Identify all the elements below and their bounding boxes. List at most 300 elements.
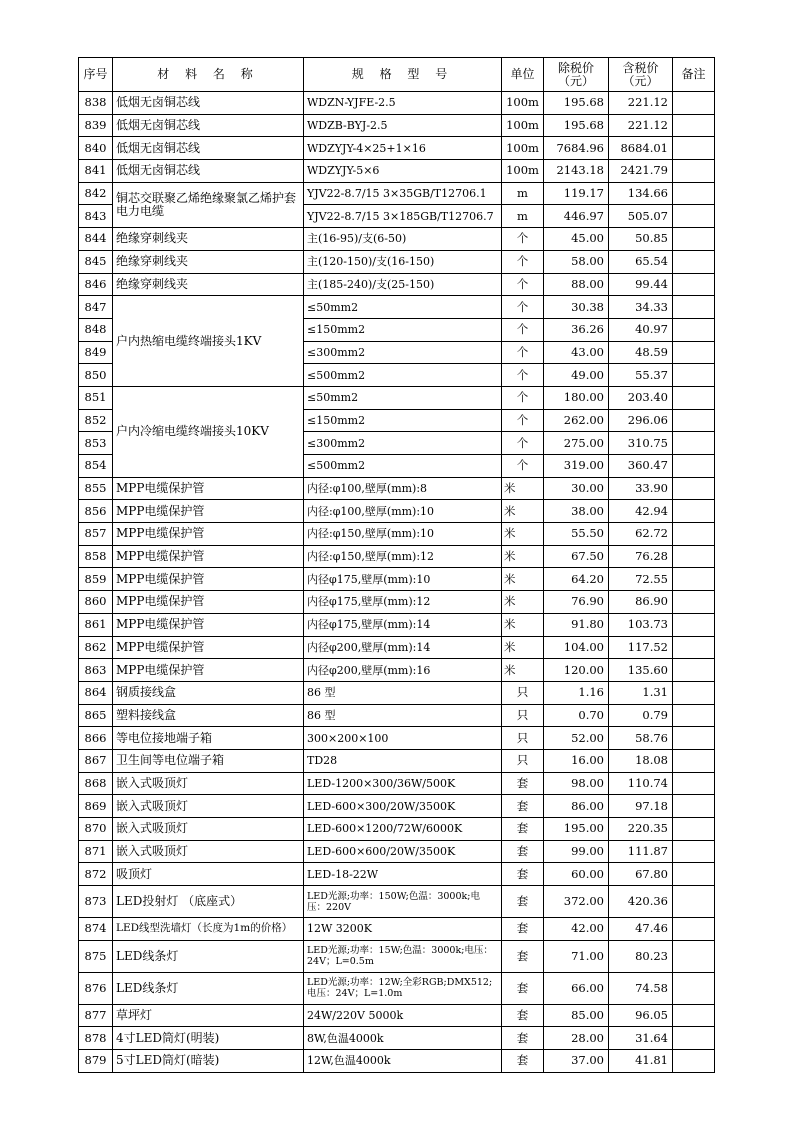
spec-model: LED光源;功率：150W;色温：3000k;电压：220V xyxy=(304,886,502,918)
remark xyxy=(673,886,715,918)
spec-model: 12W 3200K xyxy=(304,918,502,941)
price-in-tax: 310.75 xyxy=(609,432,673,455)
header-name: 材 料 名 称 xyxy=(113,58,304,92)
unit: 米 xyxy=(502,477,544,500)
material-name: 等电位接地端子箱 xyxy=(113,727,304,750)
remark xyxy=(673,918,715,941)
price-ex-tax: 195.68 xyxy=(544,92,609,115)
price-ex-tax: 446.97 xyxy=(544,205,609,228)
table-row xyxy=(79,182,715,205)
price-in-tax: 111.87 xyxy=(609,840,673,863)
remark xyxy=(673,205,715,228)
remark xyxy=(673,613,715,636)
unit: 套 xyxy=(502,863,544,886)
table-row xyxy=(79,1004,715,1027)
row-number: 877 xyxy=(79,1004,113,1027)
price-in-tax: 80.23 xyxy=(609,940,673,972)
spec-model: 内径φ175,壁厚(mm):12 xyxy=(304,591,502,614)
table-row xyxy=(79,863,715,886)
material-name: MPP电缆保护管 xyxy=(113,545,304,568)
price-table xyxy=(78,57,715,1073)
unit: 套 xyxy=(502,918,544,941)
material-name: MPP电缆保护管 xyxy=(113,591,304,614)
remark xyxy=(673,364,715,387)
row-number: 851 xyxy=(79,386,113,409)
unit: 个 xyxy=(502,250,544,273)
price-in-tax: 134.66 xyxy=(609,182,673,205)
table-row xyxy=(79,477,715,500)
price-ex-tax: 195.00 xyxy=(544,818,609,841)
material-name: MPP电缆保护管 xyxy=(113,500,304,523)
spec-model: 内径:φ150,壁厚(mm):12 xyxy=(304,545,502,568)
material-name: 卫生间等电位端子箱 xyxy=(113,749,304,772)
header-price-ex-tax xyxy=(544,58,609,92)
unit: 只 xyxy=(502,681,544,704)
price-in-tax: 72.55 xyxy=(609,568,673,591)
remark xyxy=(673,1027,715,1050)
price-in-tax: 40.97 xyxy=(609,318,673,341)
row-number: 843 xyxy=(79,205,113,228)
spec-model: ≤150mm2 xyxy=(304,318,502,341)
price-ex-tax: 0.70 xyxy=(544,704,609,727)
spec-model: 主(16-95)/支(6-50) xyxy=(304,228,502,251)
material-name: 吸顶灯 xyxy=(113,863,304,886)
table-row xyxy=(79,840,715,863)
row-number: 842 xyxy=(79,182,113,205)
row-number: 856 xyxy=(79,500,113,523)
material-name: 户内冷缩电缆终端接头10KV xyxy=(113,386,304,477)
remark xyxy=(673,409,715,432)
material-name: 塑料接线盒 xyxy=(113,704,304,727)
remark xyxy=(673,1050,715,1073)
table-row xyxy=(79,749,715,772)
spec-model: LED-1200×300/36W/500K xyxy=(304,772,502,795)
price-ex-tax: 28.00 xyxy=(544,1027,609,1050)
spec-model: ≤150mm2 xyxy=(304,409,502,432)
spec-model: ≤500mm2 xyxy=(304,455,502,478)
material-name: 低烟无卤铜芯线 xyxy=(113,92,304,115)
row-number: 857 xyxy=(79,523,113,546)
remark xyxy=(673,182,715,205)
price-ex-tax: 38.00 xyxy=(544,500,609,523)
unit: 只 xyxy=(502,704,544,727)
spec-model: 内径φ200,壁厚(mm):16 xyxy=(304,659,502,682)
material-name: 嵌入式吸顶灯 xyxy=(113,840,304,863)
remark xyxy=(673,92,715,115)
material-name: MPP电缆保护管 xyxy=(113,523,304,546)
table-row xyxy=(79,386,715,409)
price-in-tax: 31.64 xyxy=(609,1027,673,1050)
remark xyxy=(673,863,715,886)
material-name: 4寸LED筒灯(明装) xyxy=(113,1027,304,1050)
price-ex-tax: 85.00 xyxy=(544,1004,609,1027)
row-number: 862 xyxy=(79,636,113,659)
spec-model: ≤50mm2 xyxy=(304,296,502,319)
table-row xyxy=(79,160,715,183)
spec-model: LED光源;功率：12W;全彩RGB;DMX512;电压：24V；L=1.0m xyxy=(304,972,502,1004)
unit: 套 xyxy=(502,795,544,818)
row-number: 866 xyxy=(79,727,113,750)
unit: 个 xyxy=(502,273,544,296)
price-ex-tax: 104.00 xyxy=(544,636,609,659)
remark xyxy=(673,1004,715,1027)
material-name: MPP电缆保护管 xyxy=(113,568,304,591)
remark xyxy=(673,250,715,273)
material-name: MPP电缆保护管 xyxy=(113,613,304,636)
price-in-tax: 65.54 xyxy=(609,250,673,273)
material-name: 嵌入式吸顶灯 xyxy=(113,772,304,795)
price-in-tax: 55.37 xyxy=(609,364,673,387)
unit: 套 xyxy=(502,886,544,918)
table-row xyxy=(79,818,715,841)
price-in-tax: 103.73 xyxy=(609,613,673,636)
price-ex-tax: 275.00 xyxy=(544,432,609,455)
unit: 米 xyxy=(502,636,544,659)
remark xyxy=(673,940,715,972)
price-ex-tax: 30.00 xyxy=(544,477,609,500)
table-row xyxy=(79,228,715,251)
unit: 100m xyxy=(502,160,544,183)
price-ex-tax: 71.00 xyxy=(544,940,609,972)
material-name: 低烟无卤铜芯线 xyxy=(113,114,304,137)
price-in-tax: 221.12 xyxy=(609,92,673,115)
table-row xyxy=(79,92,715,115)
material-name: MPP电缆保护管 xyxy=(113,636,304,659)
unit: 只 xyxy=(502,727,544,750)
spec-model: WDZYJY-5×6 xyxy=(304,160,502,183)
price-in-tax: 76.28 xyxy=(609,545,673,568)
remark xyxy=(673,749,715,772)
row-number: 858 xyxy=(79,545,113,568)
header-remark: 备注 xyxy=(673,58,715,92)
unit: 个 xyxy=(502,341,544,364)
unit: 个 xyxy=(502,364,544,387)
spec-model: 24W/220V 5000k xyxy=(304,1004,502,1027)
material-name: LED线条灯 xyxy=(113,940,304,972)
remark xyxy=(673,681,715,704)
material-name: 铜芯交联聚乙烯绝缘聚氯乙烯护套电力电缆 xyxy=(113,182,304,227)
header-price-in-tax-unit: （元） xyxy=(622,73,659,88)
unit: 套 xyxy=(502,1004,544,1027)
price-in-tax: 110.74 xyxy=(609,772,673,795)
material-name: 草坪灯 xyxy=(113,1004,304,1027)
table-row xyxy=(79,681,715,704)
remark xyxy=(673,972,715,1004)
spec-model: LED-600×300/20W/3500K xyxy=(304,795,502,818)
row-number: 847 xyxy=(79,296,113,319)
row-number: 876 xyxy=(79,972,113,1004)
row-number: 879 xyxy=(79,1050,113,1073)
unit: 套 xyxy=(502,1050,544,1073)
unit: 米 xyxy=(502,523,544,546)
remark xyxy=(673,591,715,614)
remark xyxy=(673,840,715,863)
price-ex-tax: 76.90 xyxy=(544,591,609,614)
unit: 个 xyxy=(502,409,544,432)
row-number: 852 xyxy=(79,409,113,432)
price-in-tax: 34.33 xyxy=(609,296,673,319)
price-ex-tax: 88.00 xyxy=(544,273,609,296)
remark xyxy=(673,818,715,841)
remark xyxy=(673,568,715,591)
row-number: 874 xyxy=(79,918,113,941)
price-in-tax: 505.07 xyxy=(609,205,673,228)
unit: 100m xyxy=(502,137,544,160)
unit: 个 xyxy=(502,432,544,455)
unit: 个 xyxy=(502,296,544,319)
remark xyxy=(673,500,715,523)
spec-model: 内径φ175,壁厚(mm):14 xyxy=(304,613,502,636)
price-ex-tax: 60.00 xyxy=(544,863,609,886)
price-in-tax: 117.52 xyxy=(609,636,673,659)
unit: 米 xyxy=(502,591,544,614)
material-name: 5寸LED筒灯(暗装) xyxy=(113,1050,304,1073)
price-ex-tax: 120.00 xyxy=(544,659,609,682)
price-ex-tax: 42.00 xyxy=(544,918,609,941)
spec-model: LED-600×600/20W/3500K xyxy=(304,840,502,863)
header-price-in-tax xyxy=(609,58,673,92)
row-number: 861 xyxy=(79,613,113,636)
unit: 个 xyxy=(502,318,544,341)
unit: 米 xyxy=(502,659,544,682)
spec-model: WDZYJY-4×25+1×16 xyxy=(304,137,502,160)
table-row xyxy=(79,500,715,523)
header-price-in-tax-label: 含税价 xyxy=(622,60,659,75)
table-row xyxy=(79,918,715,941)
spec-model: 300×200×100 xyxy=(304,727,502,750)
spec-model: 内径:φ100,壁厚(mm):8 xyxy=(304,477,502,500)
table-row xyxy=(79,568,715,591)
material-name: 低烟无卤铜芯线 xyxy=(113,160,304,183)
remark xyxy=(673,318,715,341)
unit: 个 xyxy=(502,455,544,478)
price-in-tax: 86.90 xyxy=(609,591,673,614)
row-number: 854 xyxy=(79,455,113,478)
header-spec: 规 格 型 号 xyxy=(304,58,502,92)
material-name: 绝缘穿刺线夹 xyxy=(113,273,304,296)
row-number: 860 xyxy=(79,591,113,614)
unit: 米 xyxy=(502,545,544,568)
price-in-tax: 99.44 xyxy=(609,273,673,296)
material-name: MPP电缆保护管 xyxy=(113,477,304,500)
spec-model: 主(120-150)/支(16-150) xyxy=(304,250,502,273)
remark xyxy=(673,432,715,455)
remark xyxy=(673,137,715,160)
unit: 套 xyxy=(502,1027,544,1050)
spec-model: 86 型 xyxy=(304,681,502,704)
table-row xyxy=(79,296,715,319)
row-number: 855 xyxy=(79,477,113,500)
price-ex-tax: 86.00 xyxy=(544,795,609,818)
row-number: 875 xyxy=(79,940,113,972)
price-in-tax: 221.12 xyxy=(609,114,673,137)
price-in-tax: 1.31 xyxy=(609,681,673,704)
row-number: 848 xyxy=(79,318,113,341)
table-row xyxy=(79,727,715,750)
unit: 套 xyxy=(502,840,544,863)
spec-model: 86 型 xyxy=(304,704,502,727)
material-name: 钢质接线盒 xyxy=(113,681,304,704)
row-number: 849 xyxy=(79,341,113,364)
price-in-tax: 420.36 xyxy=(609,886,673,918)
price-ex-tax: 45.00 xyxy=(544,228,609,251)
price-ex-tax: 36.26 xyxy=(544,318,609,341)
row-number: 867 xyxy=(79,749,113,772)
remark xyxy=(673,386,715,409)
unit: 个 xyxy=(502,228,544,251)
price-ex-tax: 262.00 xyxy=(544,409,609,432)
price-ex-tax: 319.00 xyxy=(544,455,609,478)
table-row xyxy=(79,659,715,682)
header-unit: 单位 xyxy=(502,58,544,92)
row-number: 871 xyxy=(79,840,113,863)
spec-model: ≤50mm2 xyxy=(304,386,502,409)
table-row xyxy=(79,972,715,1004)
price-ex-tax: 372.00 xyxy=(544,886,609,918)
remark xyxy=(673,704,715,727)
row-number: 839 xyxy=(79,114,113,137)
price-ex-tax: 2143.18 xyxy=(544,160,609,183)
price-ex-tax: 195.68 xyxy=(544,114,609,137)
unit: 只 xyxy=(502,749,544,772)
spec-model: WDZB-BYJ-2.5 xyxy=(304,114,502,137)
row-number: 850 xyxy=(79,364,113,387)
material-name: 嵌入式吸顶灯 xyxy=(113,795,304,818)
row-number: 859 xyxy=(79,568,113,591)
price-ex-tax: 16.00 xyxy=(544,749,609,772)
table-header-row xyxy=(79,58,715,92)
table-row xyxy=(79,636,715,659)
row-number: 838 xyxy=(79,92,113,115)
price-ex-tax: 119.17 xyxy=(544,182,609,205)
price-ex-tax: 1.16 xyxy=(544,681,609,704)
unit: 100m xyxy=(502,92,544,115)
spec-model: 主(185-240)/支(25-150) xyxy=(304,273,502,296)
price-ex-tax: 99.00 xyxy=(544,840,609,863)
material-name: 低烟无卤铜芯线 xyxy=(113,137,304,160)
price-ex-tax: 91.80 xyxy=(544,613,609,636)
price-ex-tax: 64.20 xyxy=(544,568,609,591)
row-number: 841 xyxy=(79,160,113,183)
row-number: 873 xyxy=(79,886,113,918)
price-ex-tax: 66.00 xyxy=(544,972,609,1004)
unit: 套 xyxy=(502,972,544,1004)
material-name: LED投射灯 （底座式） xyxy=(113,886,304,918)
table-row xyxy=(79,137,715,160)
material-name: 户内热缩电缆终端接头1KV xyxy=(113,296,304,387)
price-in-tax: 8684.01 xyxy=(609,137,673,160)
price-in-tax: 48.59 xyxy=(609,341,673,364)
unit: 套 xyxy=(502,772,544,795)
remark xyxy=(673,727,715,750)
price-in-tax: 74.58 xyxy=(609,972,673,1004)
spec-model: ≤300mm2 xyxy=(304,341,502,364)
row-number: 840 xyxy=(79,137,113,160)
remark xyxy=(673,636,715,659)
unit: 米 xyxy=(502,568,544,591)
price-in-tax: 62.72 xyxy=(609,523,673,546)
remark xyxy=(673,545,715,568)
spec-model: WDZN-YJFE-2.5 xyxy=(304,92,502,115)
spec-model: YJV22-8.7/15 3×185GB/T12706.7 xyxy=(304,205,502,228)
table-row xyxy=(79,613,715,636)
spec-model: 8W,色温4000k xyxy=(304,1027,502,1050)
price-in-tax: 41.81 xyxy=(609,1050,673,1073)
material-name: 嵌入式吸顶灯 xyxy=(113,818,304,841)
price-ex-tax: 43.00 xyxy=(544,341,609,364)
unit: 套 xyxy=(502,940,544,972)
row-number: 869 xyxy=(79,795,113,818)
price-ex-tax: 37.00 xyxy=(544,1050,609,1073)
price-in-tax: 97.18 xyxy=(609,795,673,818)
row-number: 878 xyxy=(79,1027,113,1050)
unit: 100m xyxy=(502,114,544,137)
table-row xyxy=(79,250,715,273)
header-price-ex-tax-unit: （元） xyxy=(557,73,594,88)
remark xyxy=(673,455,715,478)
material-name: 绝缘穿刺线夹 xyxy=(113,250,304,273)
material-name: MPP电缆保护管 xyxy=(113,659,304,682)
table-row xyxy=(79,545,715,568)
header-price-ex-tax-label: 除税价 xyxy=(557,60,594,75)
price-in-tax: 18.08 xyxy=(609,749,673,772)
unit: 米 xyxy=(502,613,544,636)
table-row xyxy=(79,1027,715,1050)
spec-model: LED-18-22W xyxy=(304,863,502,886)
price-ex-tax: 55.50 xyxy=(544,523,609,546)
table-row xyxy=(79,591,715,614)
row-number: 863 xyxy=(79,659,113,682)
remark xyxy=(673,795,715,818)
spec-model: 12W,色温4000k xyxy=(304,1050,502,1073)
price-in-tax: 220.35 xyxy=(609,818,673,841)
price-in-tax: 50.85 xyxy=(609,228,673,251)
table-row xyxy=(79,886,715,918)
price-in-tax: 67.80 xyxy=(609,863,673,886)
row-number: 845 xyxy=(79,250,113,273)
spec-model: TD28 xyxy=(304,749,502,772)
price-in-tax: 360.47 xyxy=(609,455,673,478)
spec-model: ≤300mm2 xyxy=(304,432,502,455)
price-in-tax: 296.06 xyxy=(609,409,673,432)
spec-model: LED光源;功率：15W;色温：3000k;电压：24V；L=0.5m xyxy=(304,940,502,972)
row-number: 868 xyxy=(79,772,113,795)
material-name: 绝缘穿刺线夹 xyxy=(113,228,304,251)
table-row xyxy=(79,940,715,972)
remark xyxy=(673,296,715,319)
price-ex-tax: 7684.96 xyxy=(544,137,609,160)
remark xyxy=(673,160,715,183)
spec-model: 内径φ175,壁厚(mm):10 xyxy=(304,568,502,591)
spec-model: YJV22-8.7/15 3×35GB/T12706.1 xyxy=(304,182,502,205)
unit: 个 xyxy=(502,386,544,409)
row-number: 870 xyxy=(79,818,113,841)
unit: 套 xyxy=(502,818,544,841)
price-ex-tax: 52.00 xyxy=(544,727,609,750)
spec-model: 内径:φ100,壁厚(mm):10 xyxy=(304,500,502,523)
row-number: 844 xyxy=(79,228,113,251)
remark xyxy=(673,114,715,137)
remark xyxy=(673,228,715,251)
price-ex-tax: 58.00 xyxy=(544,250,609,273)
remark xyxy=(673,477,715,500)
spec-model: 内径:φ150,壁厚(mm):10 xyxy=(304,523,502,546)
spec-model: LED-600×1200/72W/6000K xyxy=(304,818,502,841)
price-in-tax: 135.60 xyxy=(609,659,673,682)
table-row xyxy=(79,795,715,818)
price-in-tax: 203.40 xyxy=(609,386,673,409)
unit: 米 xyxy=(502,500,544,523)
